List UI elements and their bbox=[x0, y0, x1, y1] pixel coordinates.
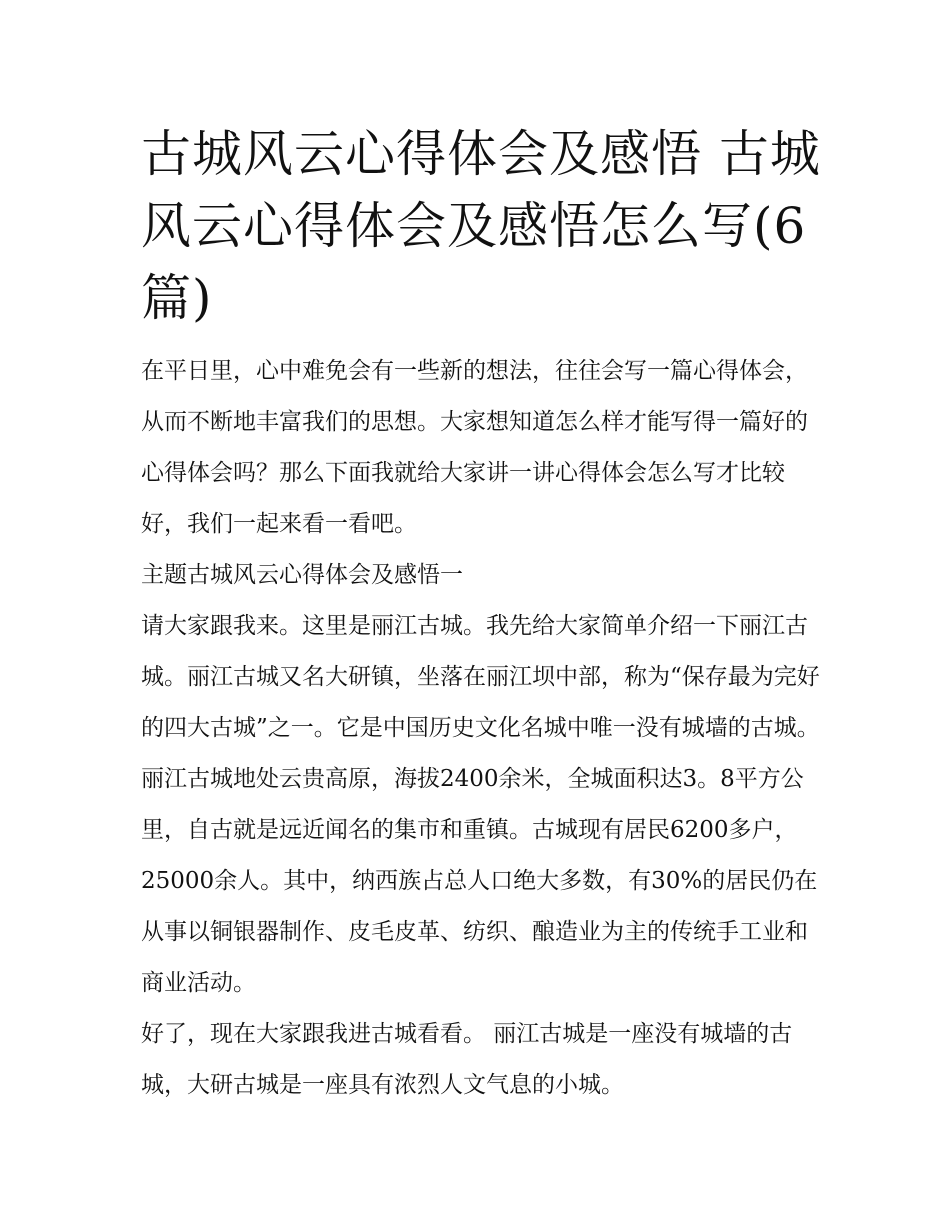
document-page bbox=[141, 118, 821, 1111]
body-paragraph-1: 请大家跟我来。这里是丽江古城。我先给大家简单介绍一下丽江古城。丽江古城又名大研镇，坐落在丽江坝中部，称为“保存最为完好的四大古城”之一。它是中国历史文化名城中唯一没有城墙的古城。丽江古城地处云贵高原，海拔2400余米，全城面积达3。8平方公里，自古就是远近闻名的集市和重镇。古城现有居民6200多户，25000余人。其中，纳西族占总人口绝大多数，有30%的居民仍在从事以铜银器制作、皮毛皮革、纺织、酿造业为主的传统手工业和商业活动。 bbox=[141, 613, 820, 996]
document-title: 古城风云心得体会及感悟 古城风云心得体会及感悟怎么写(6篇) bbox=[141, 125, 821, 327]
body-paragraph-2: 好了，现在大家跟我进古城看看。 丽江古城是一座没有城墙的古城，大研古城是一座具有浓烈人文气息的小城。 bbox=[141, 1021, 793, 1098]
intro-paragraph: 在平日里，心中难免会有一些新的想法，往往会写一篇心得体会，从而不断地丰富我们的思想。大家想知道怎么样才能写得一篇好的心得体会吗？那么下面我就给大家讲一讲心得体会怎么写才比较好，我们一起来看一看吧。 bbox=[141, 358, 808, 537]
section-heading: 主题古城风云心得体会及感悟一 bbox=[141, 562, 463, 588]
